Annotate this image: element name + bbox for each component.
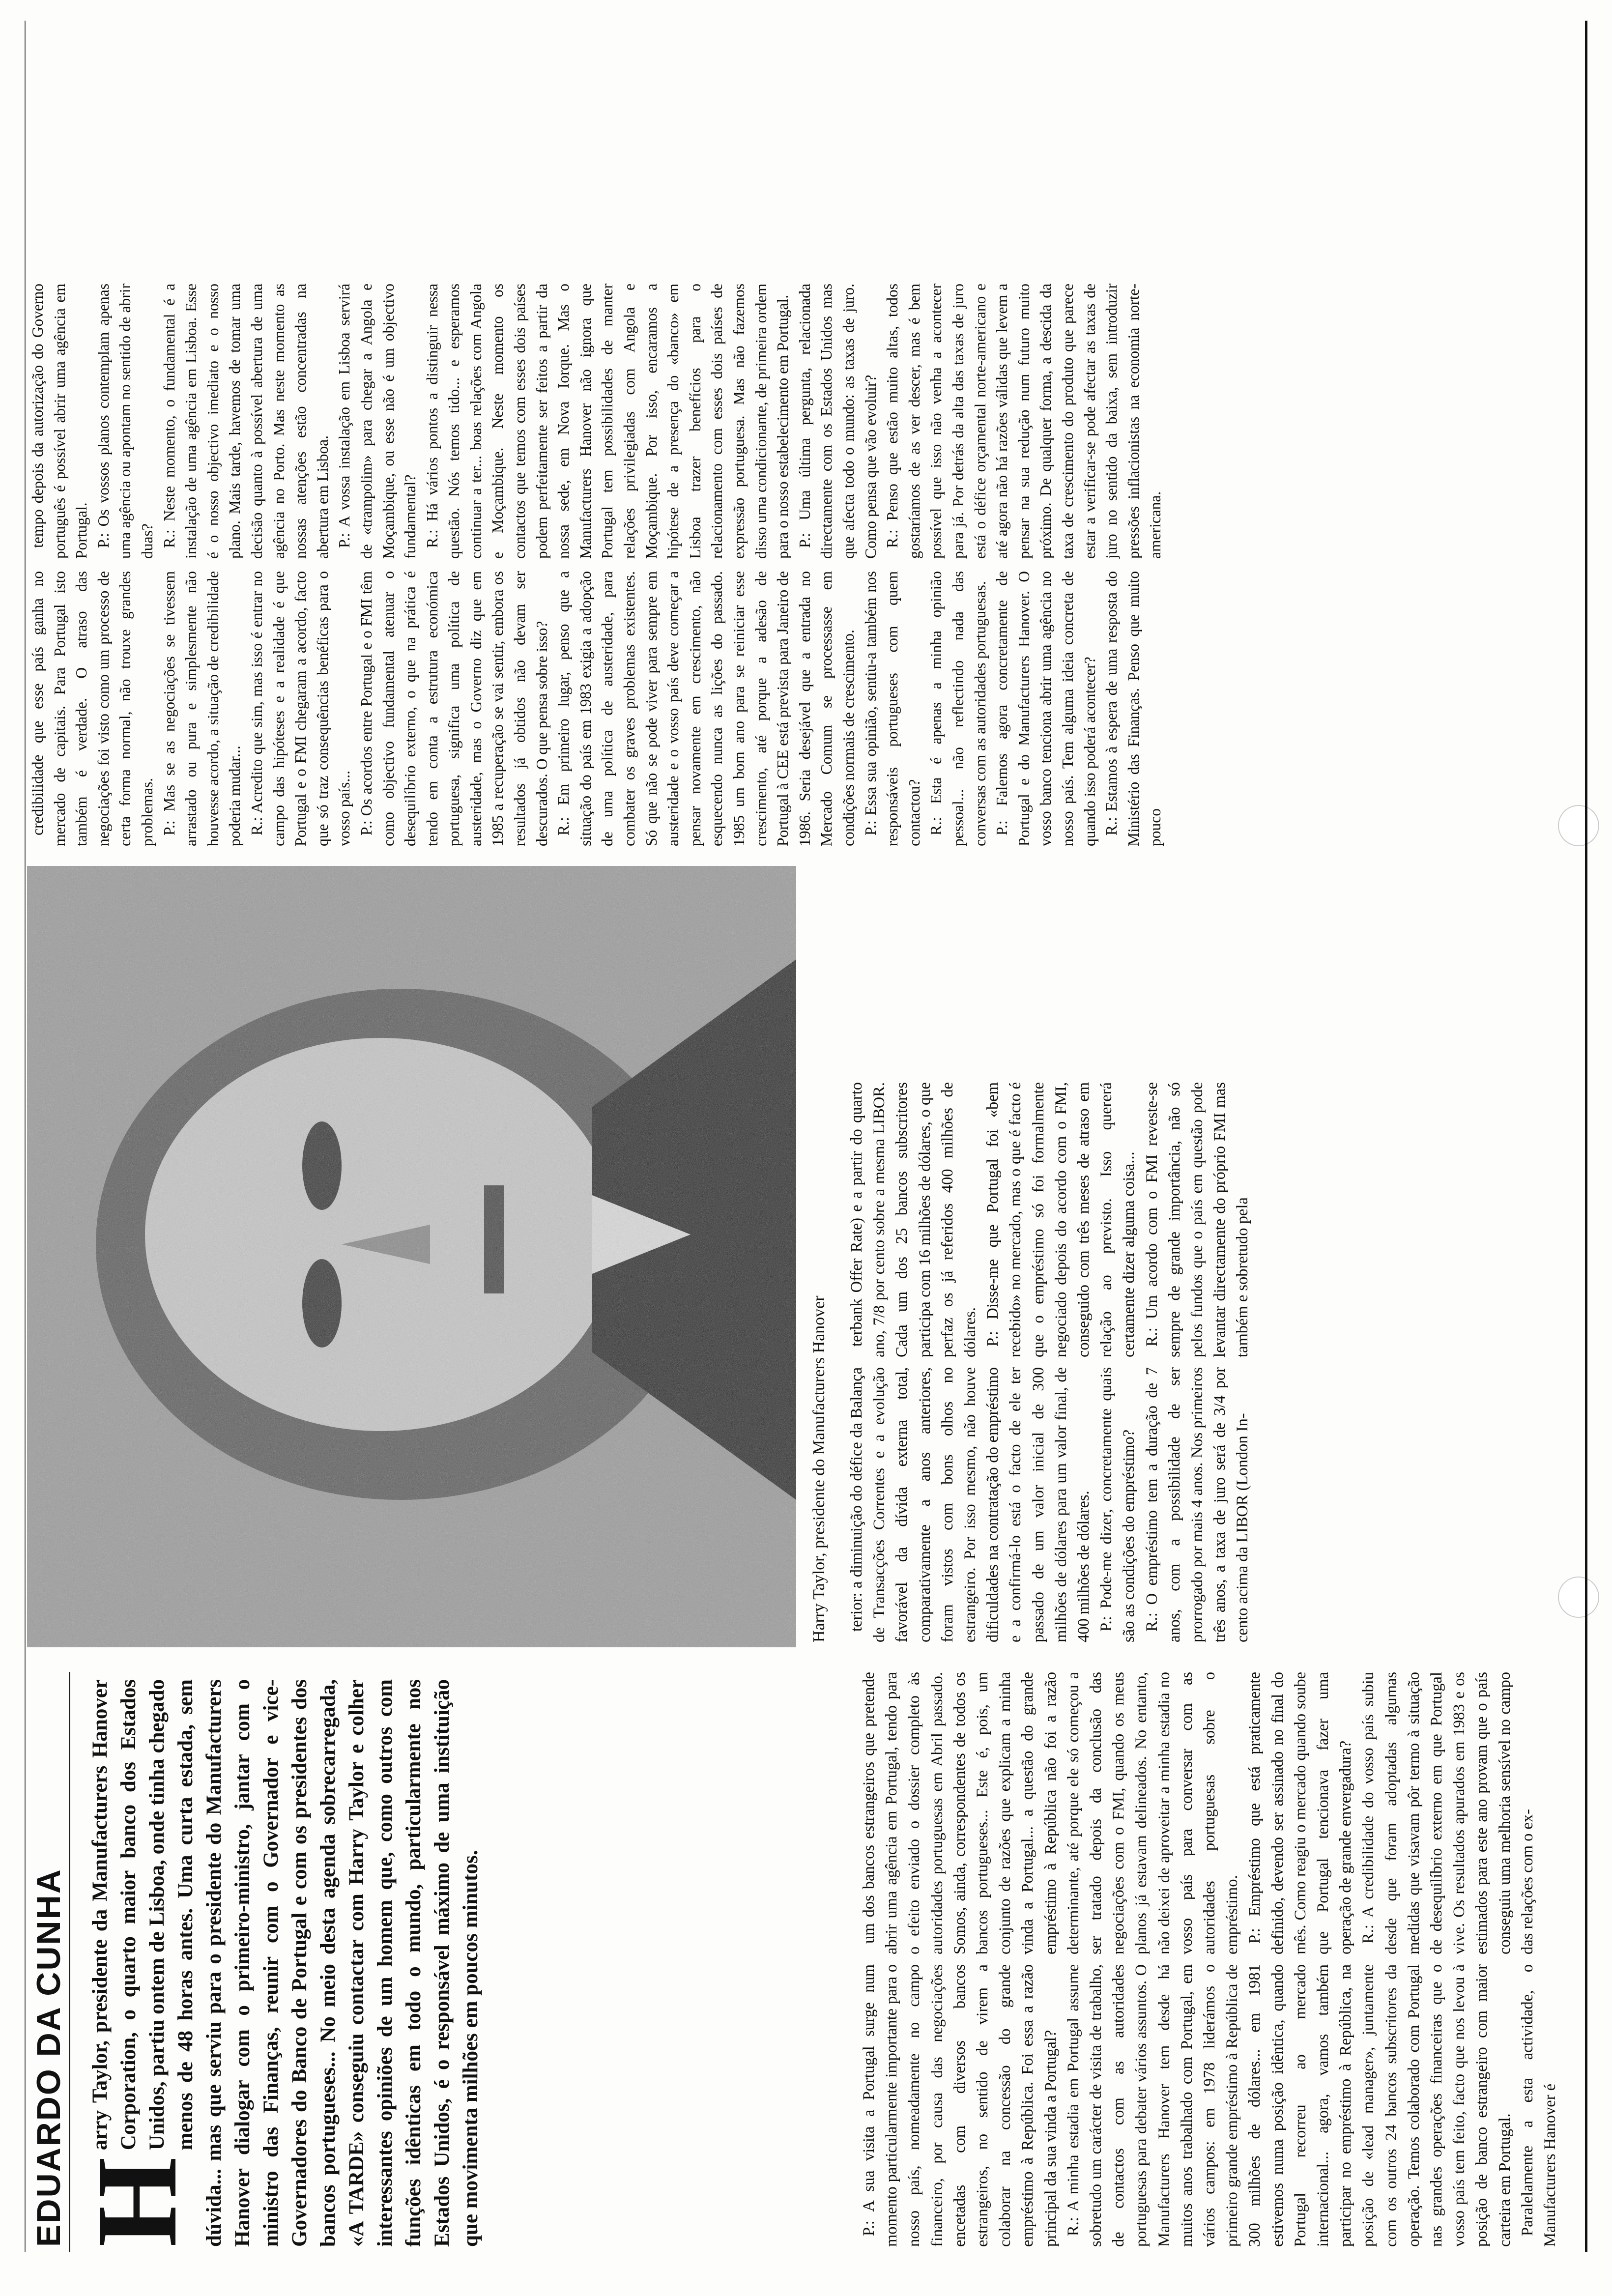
paragraph: P.: Os acordos entre Portugal e o FMI têm como objectivo fundamental atenuar o desequilíbrio externo, o que na prática é tendo em conta a estrutura económica portuguesa, significa uma política de austeridade, mas o Governo diz que em 1985 a recuperação se vai sentir, embora os resultados já obtidos não devam ser descurados. O que pensa sobre isso?	[357, 571, 550, 846]
paragraph: R.: O empréstimo tem a duração de 7 anos, com a possibilidade de ser prorrogado por mais 4 anos. Nos primeiros três anos, a taxa de juro será de 3/4 por cento acima da LIBOR (London In-	[1143, 1367, 1252, 1642]
paragraph: P.: Essa sua opinião, sentiu-a também nos responsáveis portugueses com quem contactou?	[862, 571, 923, 846]
paragraph: R.: A credibilidade do vosso país subiu desde que foram adoptadas algumas medidas que visavam pôr termo à situação de desequilíbrio externo em que Portugal vive. Os resultados apurados em 1983 e os estimados para este ano provam que o país conseguiu uma melhoria sensível no campo das relações com o ex-	[1359, 1672, 1536, 1954]
text-column-6	[27, 284, 1167, 559]
bottom-rule	[1585, 21, 1587, 2252]
lead-paragraph	[73, 1679, 485, 2247]
top-rule	[25, 21, 26, 2252]
paragraph: P.: Os vossos planos contemplam apenas uma agência ou apontam no sentido de abrir duas?	[94, 284, 156, 559]
text-column-2	[858, 1672, 1539, 1954]
paragraph: tempo depois da autorização do Governo português é possível abrir uma agência em Portugal.	[29, 284, 90, 559]
paragraph: P.: Empréstimo que está praticamente definido, devendo ser assinado no final do mês. Como reagiu o mercado quando soube que Portugal tencionava fazer uma operação de grande envergadura?	[1246, 1672, 1355, 1954]
paragraph: R.: Estamos à espera de uma resposta do Ministério das Finanças. Penso que muito pouco	[1103, 571, 1164, 846]
paragraph: P.: A sua visita a Portugal surge num momento particularmente importante para o nosso país, nomeadamente no campo financeiro, por causa das negociações encetadas com diversos bancos estrangeiros, no sentido de virem a colaborar na concessão do grande empréstimo à República. Foi essa a razão principal da sua vinda a Portugal?	[860, 1964, 1060, 2247]
punch-hole	[1558, 805, 1599, 846]
paragraph: R.: Em primeiro lugar, penso que a situação do país em 1983 exigia a adopção de uma política de austeridade, para combater os graves problemas existentes. Só que não se pode viver para sempre em austeridade e o vosso país deve começar a pensar novamente em crescimento, não esquecendo nunca as lições do passado. 1985 um bom ano para se reiniciar esse crescimento, até porque a adesão de Portugal à CEE está prevista para Janeiro de 1986. Seria desejável que a entrada no Mercado Comum se processasse em condições normais de crescimento.	[555, 571, 857, 846]
paragraph: credibilidade que esse país ganha no mercado de capitais. Para Portugal isto também é verdade. O atraso das negociações foi visto como um processo de certa forma normal, não trouxe grandes problemas.	[29, 571, 156, 846]
text-column-1	[858, 1964, 1561, 2247]
paragraph: P.: Pode-me dizer, concretamente quais são as condições do empréstimo?	[1097, 1367, 1138, 1642]
paragraph: terior: a diminuição do défice da Balança de Transacções Correntes e a evolução favorável da dívida externa total, comparativamente a anos anteriores, foram vistos com bons olhos no estrangeiro. Por isso mesmo, não houve dificuldades na contratação do empréstimo e a confirmá-lo está o facto de ele ter passado de um valor inicial de 300 milhões de dólares para um valor final, de 400 milhões de dólares.	[848, 1367, 1093, 1642]
punch-hole	[1558, 1577, 1599, 1618]
text-column-5	[27, 571, 1167, 846]
paragraph: R.: A minha estadia em Portugal assume sobretudo um carácter de visita de trabalho, de contactos com as autoridades portuguesas para debater vários assuntos. O Manufacturers Hanover tem desde há muitos anos trabalhado com Portugal, em vários campos: em 1978 liderámos o primeiro grande empréstimo à República de 300 milhões de dólares... em 1981 estivemos numa posição idêntica, quando Portugal recorreu ao mercado internacional... agora, vamos também participar no empréstimo à República, na posição de «lead manager», juntamente com os outros 24 bancos subscritores da operação. Temos colaborado com Portugal nas grandes operações financeiras que o vosso país tem feito, facto que nos levou à posição de banco estrangeiro com maior carteira em Portugal.	[1064, 1964, 1514, 2247]
paragraph: R.: Penso que estão muito altas, todos gostaríamos de as ver descer, mas é bem possível que isso não venha a acontecer para já. Por detrás da alta das taxas de juro está o défice orçamental norte-americano e até agora não há razões válidas que levem a pensar na sua redução num futuro muito próximo. De qualquer forma, a descida da taxa de crescimento do produto que parece estar a verificar-se pode afectar as taxas de juro no sentido da baixa, sem introduzir pressões inflacionistas na economia norte-americana.	[884, 284, 1164, 559]
paragraph: R.: Esta é apenas a minha opinião pessoal... não reflectindo nada das conversas com as autoridades portuguesas.	[927, 571, 989, 846]
text-column-3	[845, 1367, 1254, 1642]
paragraph: P.: Mas se as negociações se tivessem arrastado ou pura e simplesmente não houvesse acordo, a situação de credibilidade poderia mudar...	[160, 571, 244, 846]
portrait-photo	[27, 866, 796, 1647]
portrait-image	[27, 866, 796, 1647]
paragraph: terbank Offer Rate) e a partir do quarto ano, 7/8 por cento sobre a mesma LIBOR. Cada um dos 25 bancos subscritores participa com 16 milhões de dólares, o que perfaz os já referidos 400 milhões de dólares.	[848, 1082, 979, 1357]
photo-caption: Harry Taylor, presidente do Manufacturers Hanover	[810, 1295, 828, 1642]
paragraph: P.: Uma última pergunta, relacionada directamente com os Estados Unidos mas que afecta todo o mundo: as taxas de juro. Como pensa que vão evoluir?	[796, 284, 879, 559]
paragraph: R.: Há vários pontos a distinguir nessa questão. Nós temos tido... e esperamos continuar a ter... boas relações com Angola e Moçambique. Neste momento os contactos que temos com esses dois países podem perfeitamente ser feitos a partir da nossa sede, em Nova Iorque. Mas o Manufacturers Hanover não ignora que Portugal tem possibilidades de manter relações privilegiadas com Angola e Moçambique. Por isso, encaramos a hipótese de a presença do «banco» em Lisboa trazer benefícios para o relacionamento com esses dois países de expressão portuguesa. Mas não fazemos disso uma condicionante, de primeira ordem para o nosso estabelecimento em Portugal.	[423, 284, 792, 559]
paragraph: R.: Neste momento, o fundamental é a instalação de uma agência em Lisboa. Esse é o nosso objectivo imediato e o nosso plano. Mais tarde, havemos de tomar uma decisão quanto à possível abertura de uma agência no Porto. Mas neste momento as nossas atenções estão concentradas na abertura em Lisboa.	[160, 284, 331, 559]
paragraph: P.: Falemos agora concretamente de Portugal e do Manufacturers Hanover. O vosso banco tenciona abrir uma agência no nosso país. Tem alguma ideia concreta de quando isso poderá acontecer?	[993, 571, 1098, 846]
lead-text: arry Taylor, presidente da Manufacturers Hanover Corporation, o quarto maior banco dos Estados Unidos, partiu ontem de Lisboa, onde tinha chegado menos de 48 horas antes. Uma curta estada, sem dúvida... mas que serviu para o presidente do Manufacturers Hanover dialogar com o primeiro-ministro, jantar com o ministro das Finanças, reunir com o Governador e vice-Governadores do Banco de Portugal e com os presidentes dos bancos portugueses... No meio desta agenda sobrecarregada, «A TARDE» conseguiu contactar com Harry Taylor e colher interessantes opiniões de um homem que, como outros com funções idênticas em todo o mundo, particularmente nos Estados Unidos, é o responsável máximo de uma instituição que movimenta milhões em poucos minutos.	[88, 1679, 482, 2247]
byline: EDUARDO DA CUNHA	[30, 1868, 67, 2247]
paragraph: R.: Um acordo com o FMI reveste-se sempre de grande importância, não só pelos fundos que o país em questão pode levantar directamente do próprio FMI mas também e sobretudo pela	[1143, 1082, 1252, 1357]
text-column-4	[845, 1082, 1254, 1357]
drop-cap: H	[73, 2157, 201, 2247]
paragraph: P.: A vossa instalação em Lisboa servirá de «trampolim» para chegar a Angola e Moçambique, ou esse não é um objectivo fundamental?	[336, 284, 419, 559]
paragraph: P.: Disse-me que Portugal foi «bem recebido» no mercado, mas o que é facto é que o empréstimo só foi formalmente negociado depois do acordo com o FMI, conseguido com três meses de atraso em relação ao previsto. Isso quererá certamente dizer alguma coisa...	[984, 1082, 1138, 1357]
paragraph: Paralelamente a esta actividade, o Manufacturers Hanover é	[1518, 1964, 1559, 2247]
paragraph: R.: Acredito que sim, mas isso é entrar no campo das hipóteses e a realidade é que Portugal e o FMI chegaram a acordo, facto que só traz consequências benéficas para o vosso país...	[248, 571, 353, 846]
paragraph: um dos bancos estrangeiros que pretende abrir uma agência em Portugal, tendo para o efeito enviado o dossier completo às autoridades portuguesas em Abril passado. Somos, ainda, correspondentes de todos os bancos portugueses... Este é, pois, um conjunto de razões que explicam a minha vinda a Portugal... a questão do grande empréstimo à República não foi a razão determinante, até porque ele só começou a ser tratado depois da conclusão das negociações com o FMI, quando os meus planos já estavam delineados. No entanto, não deixei de aproveitar a minha estadia no vosso país para conversar com as autoridades portuguesas sobre o empréstimo.	[860, 1672, 1241, 1954]
byline-rule	[69, 1672, 70, 2252]
